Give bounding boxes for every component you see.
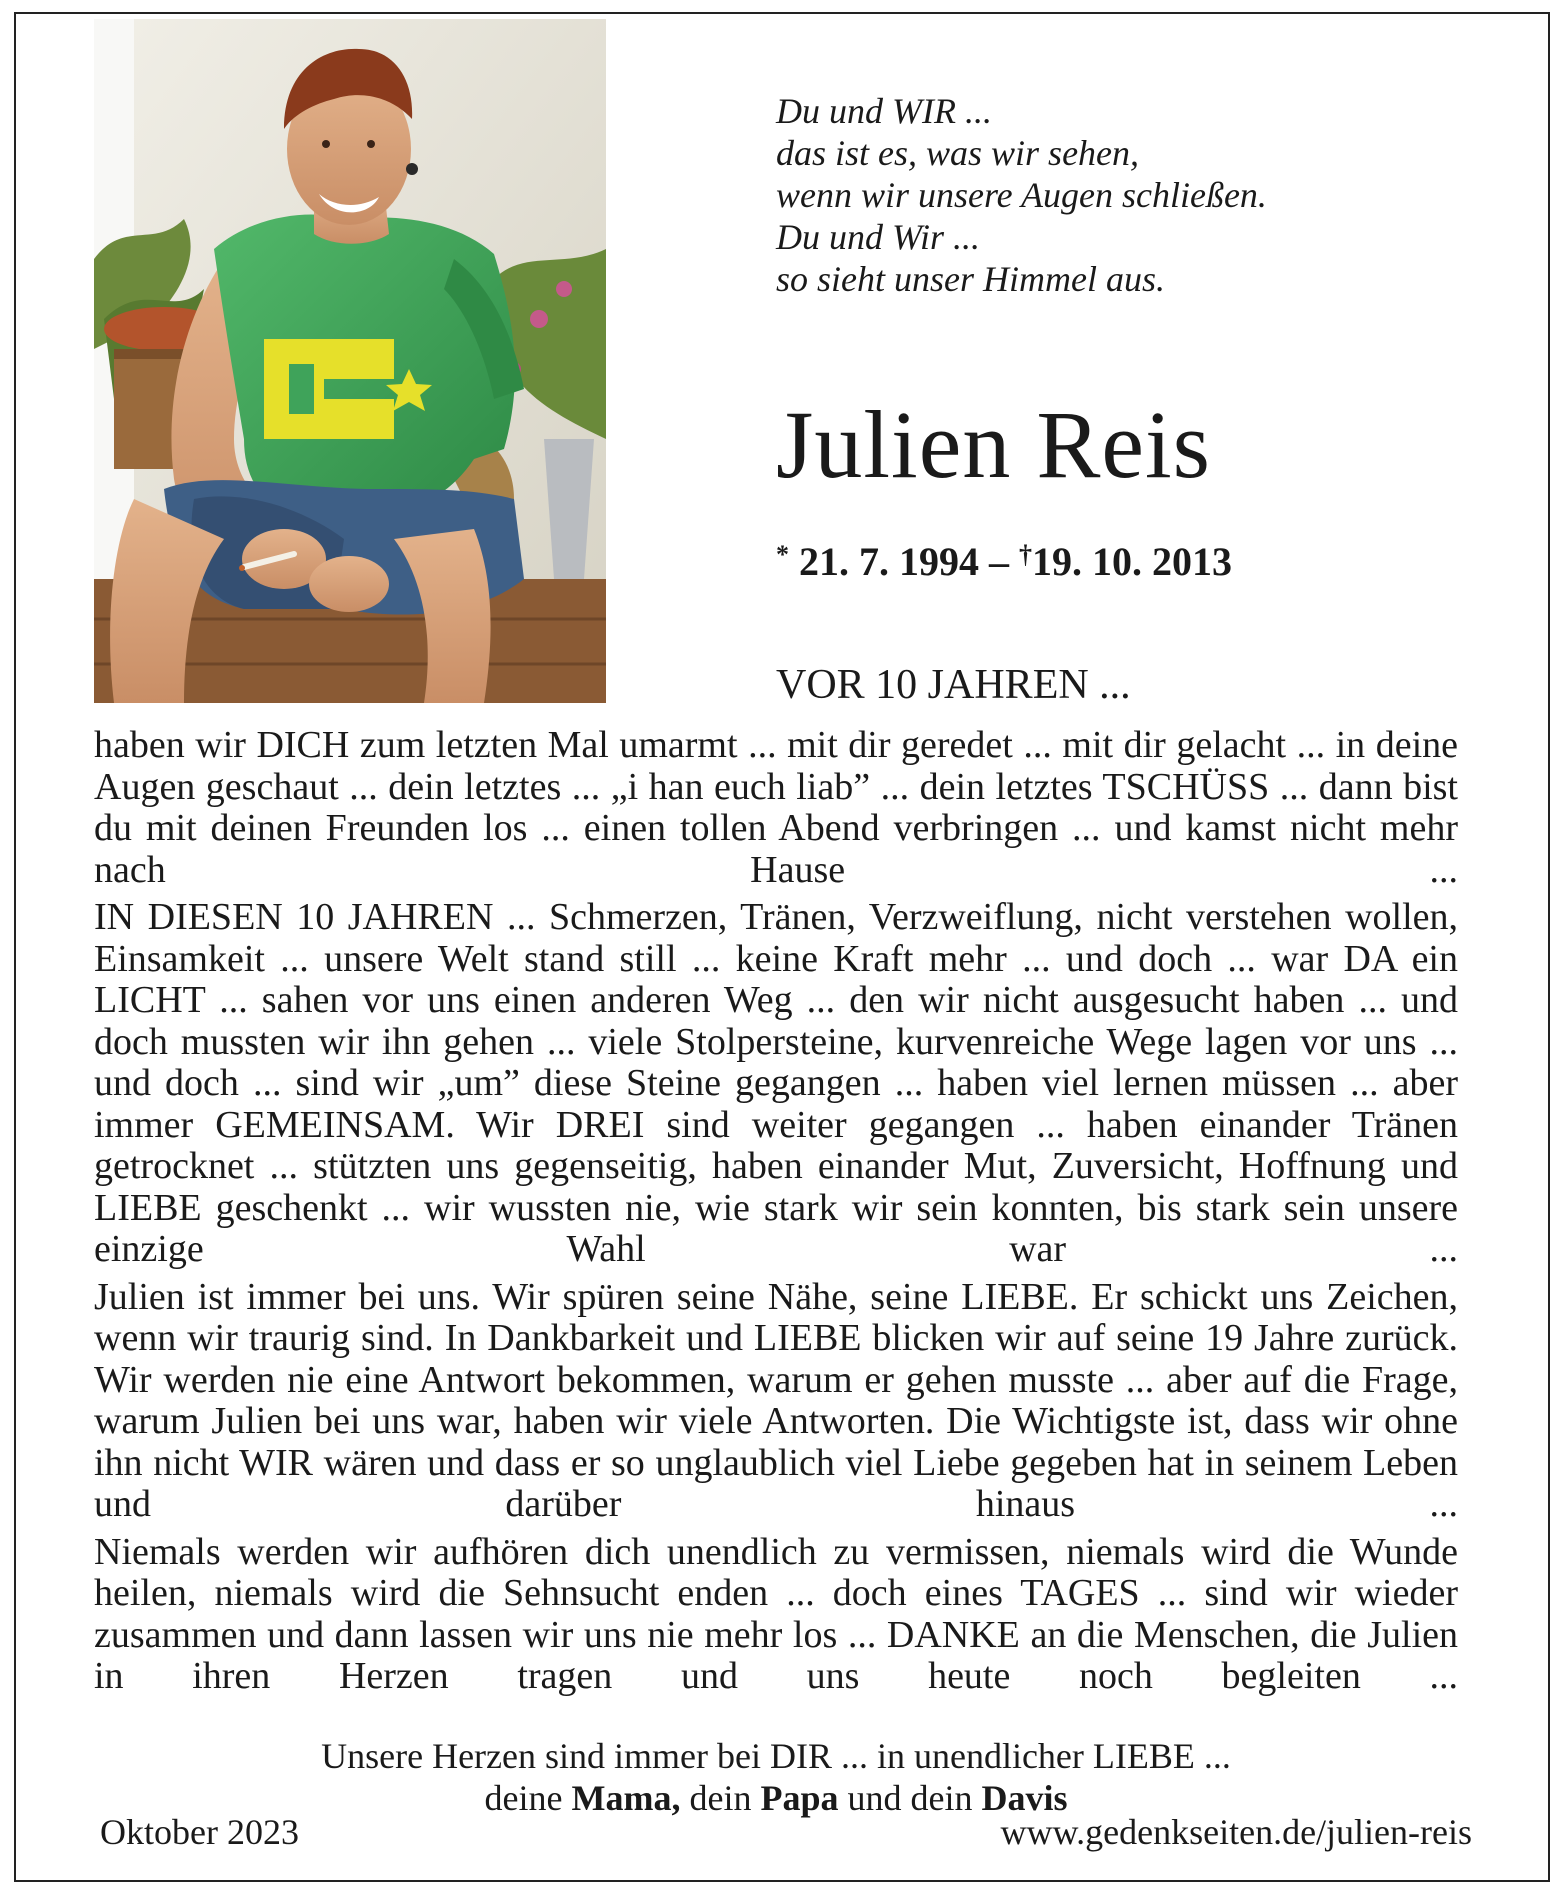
- memorial-poem: [776, 90, 1267, 300]
- signature-davis: Davis: [981, 1778, 1068, 1818]
- death-date: 19. 10. 2013: [1032, 539, 1232, 584]
- signature-papa: Papa: [760, 1778, 839, 1818]
- poem-line: Du und Wir ...: [776, 217, 981, 257]
- memorial-url[interactable]: www.gedenkseiten.de/julien-reis: [1000, 1812, 1472, 1852]
- poem-line: Du und WIR ...: [776, 91, 992, 131]
- poem-line: so sieht unser Himmel aus.: [776, 259, 1165, 299]
- closing-line: Unsere Herzen sind immer bei DIR ... in unendlicher LIEBE ...: [321, 1736, 1231, 1776]
- portrait-photo: [94, 19, 606, 703]
- section-heading: VOR 10 JAHREN ...: [776, 662, 1131, 708]
- signature-word: deine: [484, 1778, 563, 1818]
- death-symbol: †: [1019, 540, 1032, 569]
- life-dates: [776, 530, 1232, 587]
- closing-signature: [94, 1735, 1458, 1819]
- portrait-illustration: [94, 19, 606, 703]
- paragraph: Julien ist immer bei uns. Wir spüren seine Nähe, seine LIEBE. Er schickt uns Zeichen, wenn wir traurig sind. In Dankbarkeit und LIEBE blicken wir auf seine 19 Jahre zurück. Wir werden nie eine Antwort bekommen, warum er gehen musste ... aber auf die Frage, warum Julien bei uns war, haben wir viele Antworten. Die Wichtigste ist, dass wir ohne ihn nicht WIR wären und dass er so unglaublich viel Liebe gegeben hat in seinem Leben und darüber hinaus ...: [94, 1275, 1458, 1525]
- date-separator: –: [989, 539, 1009, 584]
- paragraph: haben wir DICH zum letzten Mal umarmt ... mit dir geredet ... mit dir gelacht ... in deine Augen geschaut ... dein letztes ... „i han euch liab” ... dein letztes TSCHÜSS ... dann bist du mit deinen Freunden los ... einen tollen Abend verbringen ... und kamst nicht mehr nach Hause ...: [94, 724, 1458, 891]
- poem-line: das ist es, was wir sehen,: [776, 133, 1140, 173]
- signature-word: dein: [689, 1778, 752, 1818]
- birth-symbol: *: [776, 540, 789, 569]
- memorial-text: [94, 725, 1458, 1698]
- publication-date: Oktober 2023: [100, 1812, 299, 1852]
- paragraph: Niemals werden wir aufhören dich unendlich zu vermissen, niemals wird die Wunde heilen, niemals wird die Sehnsucht enden ... doch eines TAGES ... sind wir wieder zusammen und dann lassen wir uns nie mehr los ... DANKE an die Menschen, die Julien in ihren Herzen tragen und uns heute noch begleiten ...: [94, 1530, 1458, 1697]
- paragraph: IN DIESEN 10 JAHREN ... Schmerzen, Tränen, Verzweiflung, nicht verstehen wollen, Einsamkeit ... unsere Welt stand still ... keine Kraft mehr ... und doch ... war DA ein LICHT ... sahen vor uns einen anderen Weg ... den wir nicht ausgesucht haben ... und doch mussten wir ihn gehen ... viele Stolpersteine, kurvenreiche Wege lagen vor uns ... und doch ... sind wir „um” diese Steine gegangen ... haben viel lernen müssen ... aber immer GEMEINSAM. Wir DREI sind weiter gegangen ... haben einander Tränen getrocknet ... stützten uns gegenseitig, haben einander Mut, Zuversicht, Hoffnung und LIEBE geschenkt ... wir wussten nie, wie stark wir sein konnten, bis stark sein unsere einzige Wahl war ...: [94, 896, 1458, 1270]
- signature-word: und dein: [847, 1778, 973, 1818]
- signature-mama: Mama,: [571, 1778, 681, 1818]
- deceased-name: Julien Reis: [776, 391, 1211, 498]
- poem-line: wenn wir unsere Augen schließen.: [776, 175, 1267, 215]
- birth-date: 21. 7. 1994: [799, 539, 979, 584]
